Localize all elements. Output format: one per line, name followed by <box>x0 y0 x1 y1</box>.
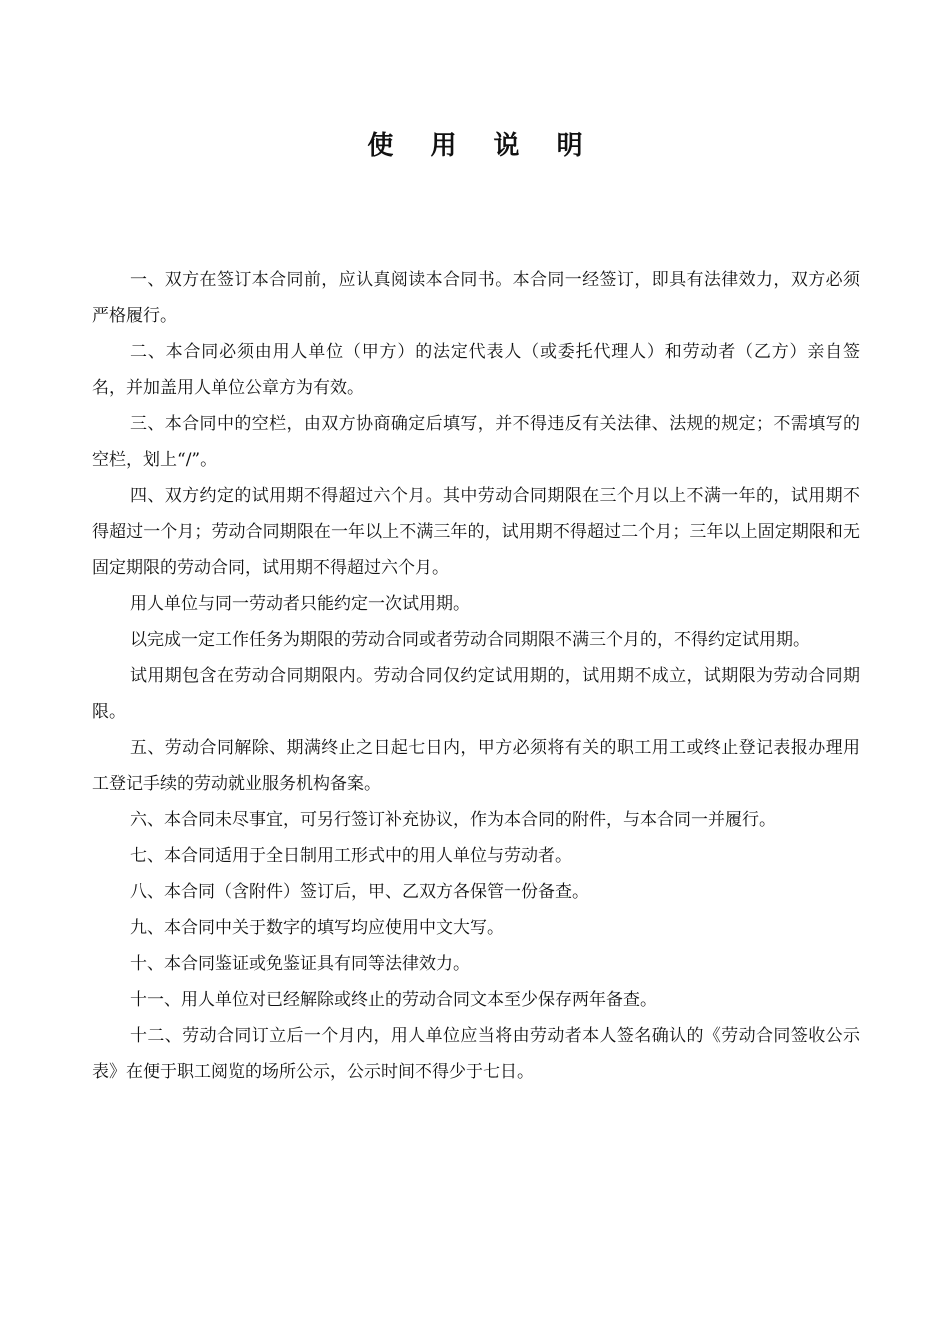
paragraph-5: 五、劳动合同解除、期满终止之日起七日内，甲方必须将有关的职工用工或终止登记表报办理用工登记手续的劳动就业服务机构备案。 <box>92 738 860 794</box>
paragraph-4-probation-once: 用人单位与同一劳动者只能约定一次试用期。 <box>130 594 470 614</box>
paragraph-6: 六、本合同未尽事宜，可另行签订补充协议，作为本合同的附件，与本合同一并履行。 <box>130 810 776 830</box>
paragraph-3: 三、本合同中的空栏，由双方协商确定后填写，并不得违反有关法律、法规的规定；不需填写的空栏，划上“/”。 <box>92 414 860 470</box>
paragraph-4: 四、双方约定的试用期不得超过六个月。其中劳动合同期限在三个月以上不满一年的，试用期不得超过一个月；劳动合同期限在一年以上不满三年的，试用期不得超过二个月；三年以上固定期限和无固定期限的劳动合同，试用期不得超过六个月。 <box>92 486 860 578</box>
paragraph-7: 七、本合同适用于全日制用工形式中的用人单位与劳动者。 <box>130 846 572 866</box>
instructions-body <box>92 262 860 1090</box>
paragraph-4-no-probation: 以完成一定工作任务为期限的劳动合同或者劳动合同期限不满三个月的，不得约定试用期。 <box>130 630 810 650</box>
paragraph-2: 二、本合同必须由用人单位（甲方）的法定代表人（或委托代理人）和劳动者（乙方）亲自签名，并加盖用人单位公章方为有效。 <box>92 342 860 398</box>
paragraph-1: 一、双方在签订本合同前，应认真阅读本合同书。本合同一经签订，即具有法律效力，双方必须严格履行。 <box>92 270 860 326</box>
paragraph-9: 九、本合同中关于数字的填写均应使用中文大写。 <box>130 918 504 938</box>
paragraph-8: 八、本合同（含附件）签订后，甲、乙双方各保管一份备查。 <box>130 882 589 902</box>
paragraph-10: 十、本合同鉴证或免鉴证具有同等法律效力。 <box>130 954 470 974</box>
paragraph-12: 十二、劳动合同订立后一个月内，用人单位应当将由劳动者本人签名确认的《劳动合同签收公示表》在便于职工阅览的场所公示，公示时间不得少于七日。 <box>92 1026 860 1082</box>
page-title: 使 用 说 明 <box>367 131 597 161</box>
paragraph-4-probation-included: 试用期包含在劳动合同期限内。劳动合同仅约定试用期的，试用期不成立，试期限为劳动合同期限。 <box>92 666 860 722</box>
paragraph-11: 十一、用人单位对已经解除或终止的劳动合同文本至少保存两年备查。 <box>130 990 657 1010</box>
